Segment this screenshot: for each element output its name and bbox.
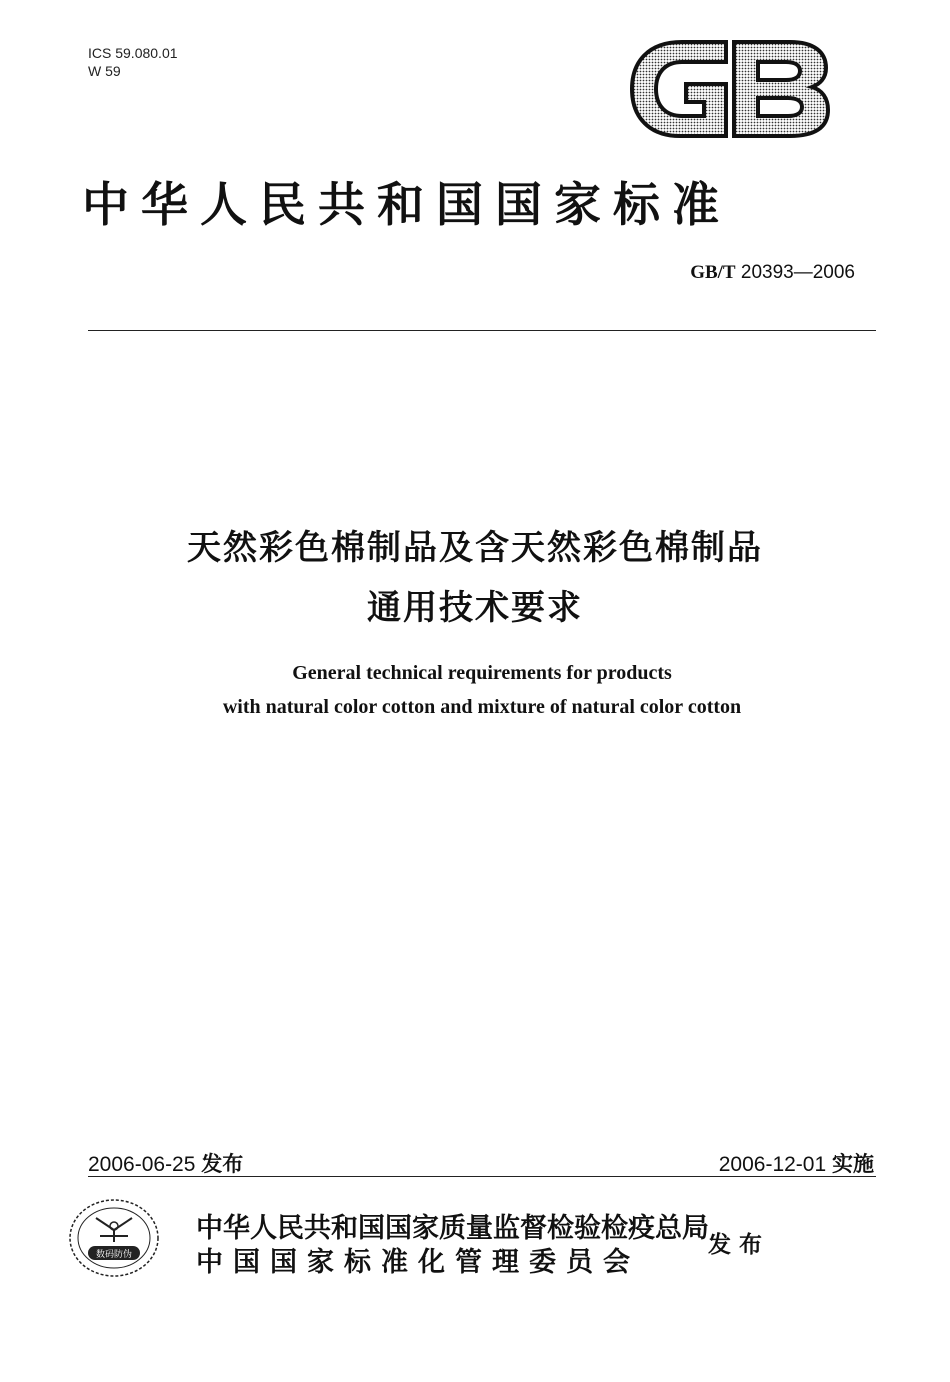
standard-code: 20393—2006 [740, 262, 855, 283]
title-cn-line2: 通用技术要求 [367, 588, 583, 628]
implement-date: 2006-12-01 [718, 1153, 827, 1176]
implement-label: 实施 [832, 1152, 874, 1176]
implement-date-block [719, 1148, 874, 1178]
standard-prefix: GB/T [690, 262, 736, 283]
ics-code: ICS 59.080.01 [88, 45, 178, 61]
header-divider [88, 330, 876, 331]
issue-date-block [88, 1148, 243, 1178]
issue-label: 发布 [201, 1152, 244, 1176]
seal-text: 数码防伪 [95, 1250, 133, 1260]
national-standard-title: 中华人民共和国国家标准 [82, 178, 731, 233]
issuer-line1: 中华人民共和国国家质量监督检验检疫总局 [196, 1213, 709, 1244]
footer-divider [88, 1176, 876, 1177]
anti-counterfeit-seal-icon [66, 1196, 162, 1282]
classification-codes [88, 44, 178, 80]
gb-logo [630, 40, 830, 138]
ccs-code: W 59 [88, 63, 121, 79]
standard-number [650, 262, 855, 284]
publish-label: 发布 [708, 1231, 770, 1258]
issue-date: 2006-06-25 [88, 1153, 196, 1176]
issuer-line2: 中国国家标准化管理委员会 [196, 1247, 640, 1278]
title-cn-line1: 天然彩色棉制品及含天然彩色棉制品 [187, 528, 763, 568]
title-en-line1: General technical requirements for products [292, 662, 672, 684]
title-en-line2: with natural color cotton and mixture of natural color cotton [222, 696, 742, 718]
